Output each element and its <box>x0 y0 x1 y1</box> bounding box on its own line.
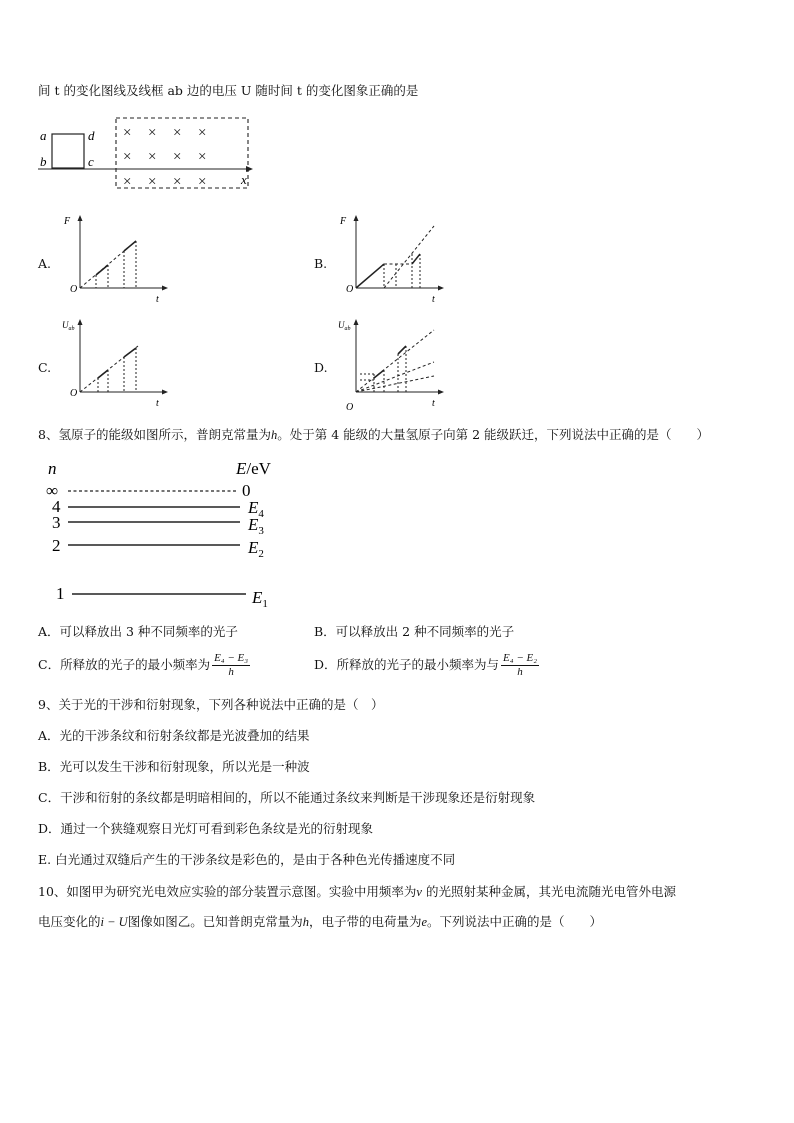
svg-text:E3: $E_3$ <box>248 515 264 537</box>
svg-text:×: × <box>123 174 132 190</box>
q8-option-d[interactable]: D．所释放的光子的最小频率为与 $\frac{\text{E₄ − E₂}}{h}$ <box>314 652 538 678</box>
q8-stem: 8、氢原子的能级如图所示，普朗克常量为h。处于第 4 能级的大量氢原子向第 2 能级跃迁，下列说法中正确的是（ ） <box>38 427 710 442</box>
svg-text:1: 1 <box>56 584 65 603</box>
graph-d <box>334 316 446 414</box>
q8-option-a[interactable]: A．可以释放出 3 种不同频率的光子 <box>38 624 238 639</box>
q10-stem-line2: 电压变化的i − U图像如图乙。已知普朗克常量为h，电子带的电荷量为e。下列说法中正确的是（ ） <box>38 914 603 929</box>
n-label: n <box>48 459 57 478</box>
q7-option-c-letter: C. <box>38 360 52 375</box>
svg-text:×: × <box>198 149 207 165</box>
svg-text:×: × <box>148 174 157 190</box>
svg-text:×: × <box>173 125 182 141</box>
label-c: c <box>88 154 94 169</box>
q9-option-d[interactable]: D．通过一个狭缝观察日光灯可看到彩色条纹是光的衍射现象 <box>38 821 374 836</box>
svg-text:0: 0 <box>242 481 251 500</box>
q9-stem: 9、关于光的干涉和衍射现象，下列各种说法中正确的是（ ） <box>38 697 384 712</box>
x-axis-arrow <box>246 166 253 172</box>
svg-text:Uab: $U_{ab}$ <box>338 320 351 332</box>
q7-option-d-letter: D. <box>314 360 328 375</box>
svg-text:×: × <box>198 125 207 141</box>
q10-stem-line1: 10、如图甲为研究光电效应实验的部分装置示意图。实验中用频率为ν 的光照射某种金属，其光电流随光电管外电源 <box>38 884 676 899</box>
wire-loop <box>52 134 84 168</box>
graph-a <box>58 212 170 306</box>
svg-text:×: × <box>173 174 182 190</box>
energy-unit-label: E/eV <box>236 459 271 478</box>
q7-intro: 间 t 的变化图线及线框 ab 边的电压 U 随时间 t 的变化图象正确的是 <box>38 83 419 98</box>
energy-level-diagram <box>42 456 282 614</box>
svg-text:t: t <box>432 294 435 305</box>
svg-text:O: O <box>346 402 354 413</box>
label-a: a <box>40 128 47 143</box>
svg-text:t: t <box>432 398 435 409</box>
svg-text:2: 2 <box>52 536 61 555</box>
graph-b <box>334 212 446 306</box>
svg-text:3: 3 <box>52 513 61 532</box>
label-x: x <box>241 172 247 187</box>
svg-text:O: O <box>346 284 354 295</box>
q9-option-b[interactable]: B．光可以发生干涉和衍射现象，所以光是一种波 <box>38 759 310 774</box>
q8-option-c[interactable]: C．所释放的光子的最小频率为 $\frac{\text{E₄ − E₃}}{h}$ <box>38 652 249 678</box>
svg-text:t: t <box>156 398 159 409</box>
svg-text:F: F <box>64 216 71 227</box>
label-b: b <box>40 154 47 169</box>
svg-text:4: 4 <box>52 497 61 516</box>
q7-option-a-letter: A. <box>38 256 52 271</box>
q9-option-c[interactable]: C．干涉和衍射的条纹都是明暗相间的，所以不能通过条纹来判断是干涉现象还是衍射现象 <box>38 790 536 805</box>
graph-c <box>58 316 170 410</box>
svg-text:×: × <box>148 125 157 141</box>
q7-option-b-letter: B. <box>314 256 328 271</box>
svg-text:F: F <box>340 216 347 227</box>
svg-text:×: × <box>123 149 132 165</box>
q9-option-a[interactable]: A．光的干涉条纹和衍射条纹都是光波叠加的结果 <box>38 728 310 743</box>
loop-field-figure <box>34 112 256 200</box>
svg-text:Uab: $U_{ab}$ <box>62 320 75 332</box>
svg-text:t: t <box>156 294 159 305</box>
q9-option-e[interactable]: E. 白光通过双缝后产生的干涉条纹是彩色的，是由于各种色光传播速度不同 <box>38 852 456 867</box>
magnetic-field-region <box>116 118 248 188</box>
svg-text:×: × <box>148 149 157 165</box>
label-d: d <box>88 128 95 143</box>
svg-text:∞: ∞ <box>46 481 59 500</box>
svg-text:O: O <box>70 284 78 295</box>
svg-text:E1: $E_1$ <box>252 588 268 610</box>
q8-option-b[interactable]: B．可以释放出 2 种不同频率的光子 <box>314 624 515 639</box>
svg-text:E2: $E_2$ <box>248 538 264 560</box>
svg-text:×: × <box>173 149 182 165</box>
svg-text:E4: $E_4$ <box>248 498 264 520</box>
field-crosses <box>123 125 206 190</box>
svg-text:×: × <box>123 125 132 141</box>
svg-text:×: × <box>198 174 207 190</box>
svg-text:O: O <box>70 388 78 399</box>
